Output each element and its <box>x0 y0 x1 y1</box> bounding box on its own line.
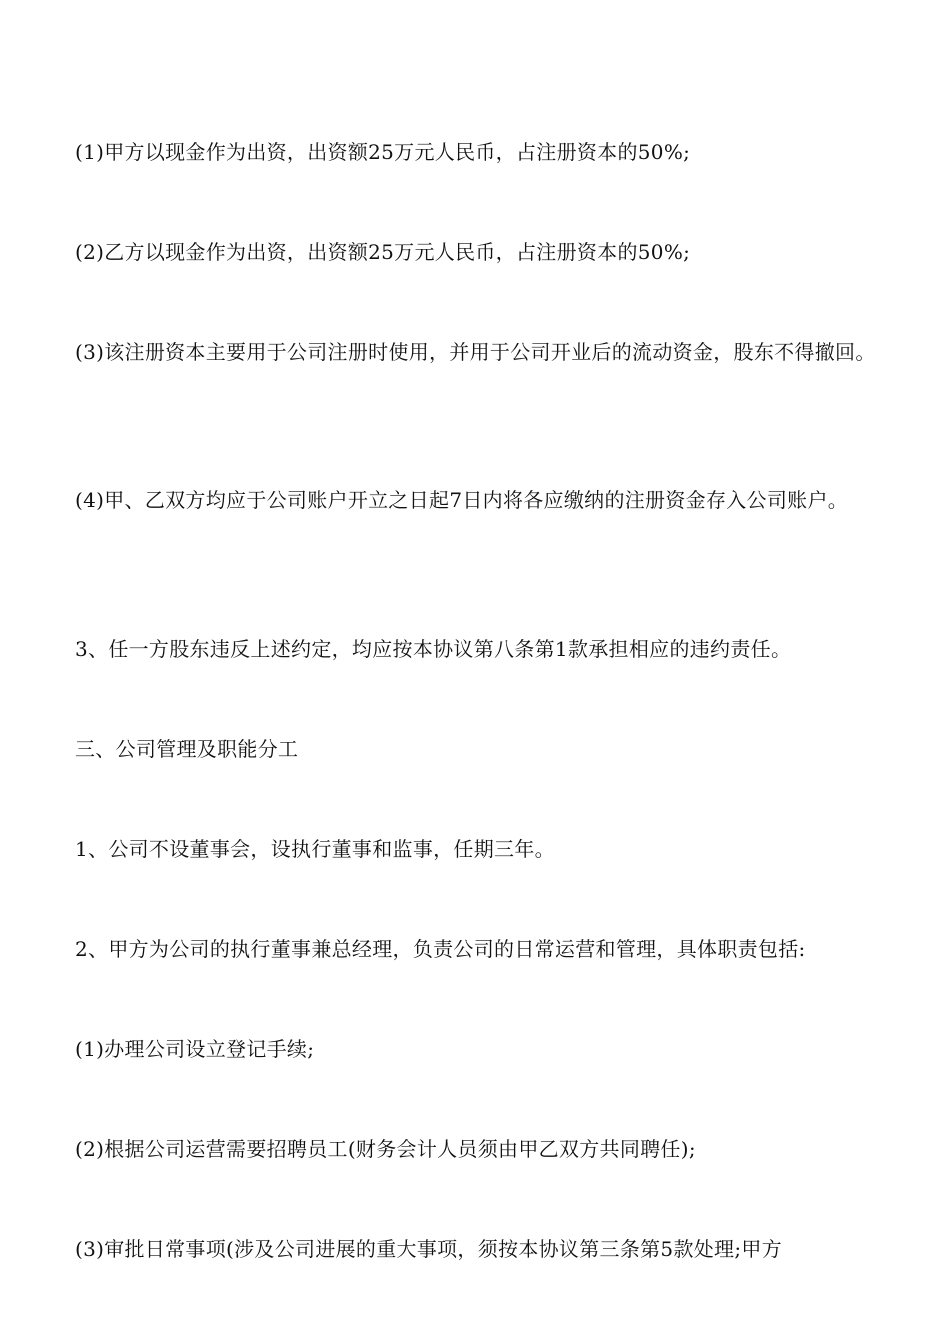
paragraph-breach-liability: 3、任一方股东违反上述约定，均应按本协议第八条第1款承担相应的违约责任。 <box>75 637 792 661</box>
paragraph-no-board: 1、公司不设董事会，设执行董事和监事，任期三年。 <box>75 837 555 861</box>
paragraph-registration-duty: (1)办理公司设立登记手续; <box>75 1037 315 1061</box>
paragraph-party-a-capital: (1)甲方以现金作为出资，出资额25万元人民币，占注册资本的50%; <box>75 140 691 164</box>
section-heading-management: 三、公司管理及职能分工 <box>75 737 299 761</box>
paragraph-approval-duty: (3)审批日常事项(涉及公司进展的重大事项，须按本协议第三条第5款处理;甲方 <box>75 1237 782 1261</box>
paragraph-party-b-capital: (2)乙方以现金作为出资，出资额25万元人民币，占注册资本的50%; <box>75 240 691 264</box>
paragraph-capital-usage: (3)该注册资本主要用于公司注册时使用，并用于公司开业后的流动资金，股东不得撤回。 <box>75 340 876 364</box>
paragraph-capital-deposit: (4)甲、乙双方均应于公司账户开立之日起7日内将各应缴纳的注册资金存入公司账户。 <box>75 488 849 512</box>
paragraph-hiring-duty: (2)根据公司运营需要招聘员工(财务会计人员须由甲乙双方共同聘任); <box>75 1137 696 1161</box>
paragraph-party-a-executive: 2、甲方为公司的执行董事兼总经理，负责公司的日常运营和管理，具体职责包括: <box>75 937 806 961</box>
